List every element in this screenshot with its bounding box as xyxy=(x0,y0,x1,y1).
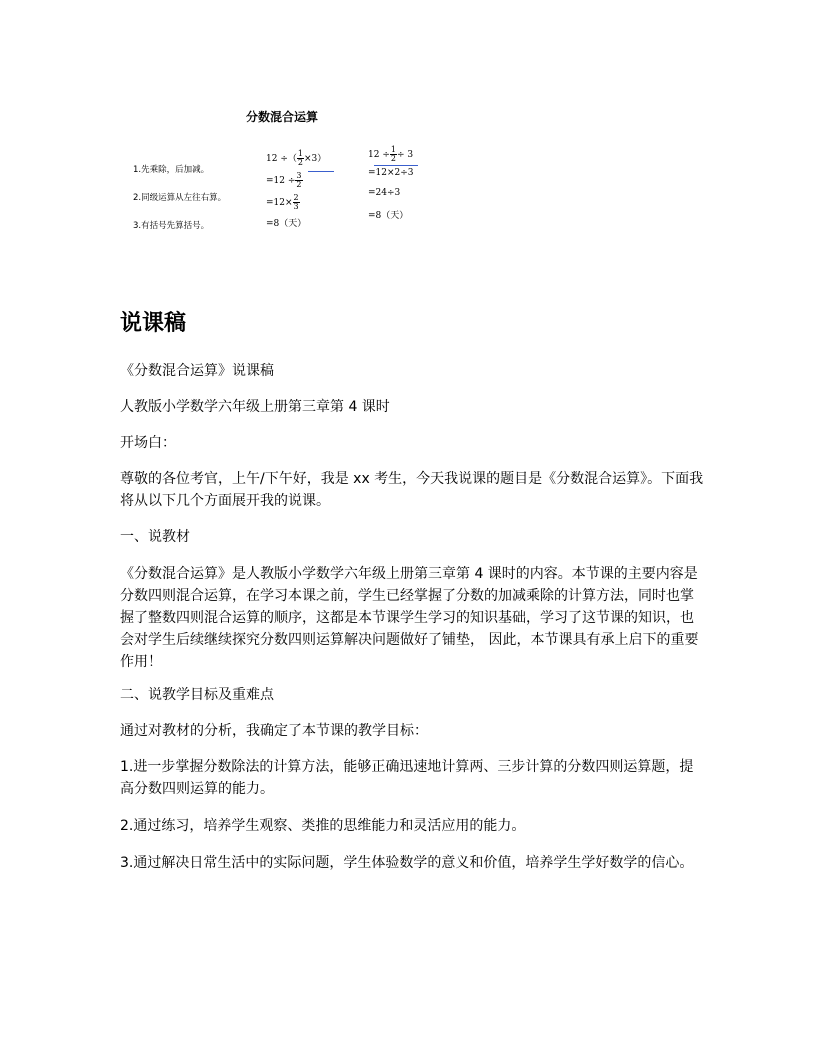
objective-item-2: 2.通过练习，培养学生观察、类推的思维能力和灵活应用的能力。 xyxy=(120,818,526,834)
calc1-line2: =12 ÷ $\frac{3}{2}$ xyxy=(266,171,302,189)
rules-list xyxy=(133,156,226,240)
paragraph-opening-label: 开场白： xyxy=(120,435,176,451)
calc1-underline xyxy=(308,171,334,172)
calc2-line3: =24÷3 xyxy=(368,188,401,198)
rule-item: 2.同级运算从左往右算。 xyxy=(133,193,227,203)
fraction-figure xyxy=(128,100,448,235)
rule-item: 3.有括号先算括号。 xyxy=(133,221,210,231)
section-heading-objectives: 二、说教学目标及重难点 xyxy=(120,687,274,703)
calc2-line4: =8（天） xyxy=(368,211,409,221)
figure-title: 分数混合运算 xyxy=(246,110,319,124)
calc1-line3: =12× $\frac{2}{3}$ xyxy=(266,193,299,211)
rule-item: 1.先乘除，后加减。 xyxy=(133,165,210,175)
paragraph-objectives-intro: 通过对教材的分析，我确定了本节课的教学目标： xyxy=(120,723,428,739)
objective-item-1: 1.进一步掌握分数除法的计算方法，能够正确迅速地计算两、三步计算的分数四则运算题，提高分数四则运算的能力。 xyxy=(120,759,694,797)
calc2-line2: =12×2÷3 xyxy=(368,168,414,178)
calc2-line1: 12 ÷ $\frac{1}{2}$ ÷ 3 xyxy=(368,145,414,163)
page-heading: 说课稿 xyxy=(120,311,187,336)
paragraph-opening: 尊敬的各位考官，上午/下午好，我是 xx 考生，今天我说课的题目是《分数混合运算》。下面我将从以下几个方面展开我的说课。 xyxy=(120,471,704,509)
section-heading-textbook: 一、说教材 xyxy=(120,529,190,545)
calc1-line4: =8（天） xyxy=(266,219,307,229)
paragraph-textbook: 《分数混合运算》是人教版小学数学六年级上册第三章第 4 课时的内容。本节课的主要内容是分数四则混合运算，在学习本课之前，学生已经掌握了分数的加减乘除的计算方法，同时也掌握了整数四则混合运算的顺序，这都是本节课学生学习的知识基础，学习了这节课的知识，也会对学生后续继续探究分数四则运算解决问题做好了铺垫， 因此，本节课具有承上启下的重要作用！ xyxy=(120,566,699,670)
calc1-line1: 12 ÷（ $\frac{1}{2}$ ×3） xyxy=(266,149,327,167)
paragraph-edition: 人教版小学数学六年级上册第三章第 4 课时 xyxy=(120,399,390,415)
objective-item-3: 3.通过解决日常生活中的实际问题，学生体验数学的意义和价值，培养学生学好数学的信心。 xyxy=(120,855,694,871)
paragraph-doc-title: 《分数混合运算》说课稿 xyxy=(120,363,274,379)
calc2-underline xyxy=(374,165,418,166)
